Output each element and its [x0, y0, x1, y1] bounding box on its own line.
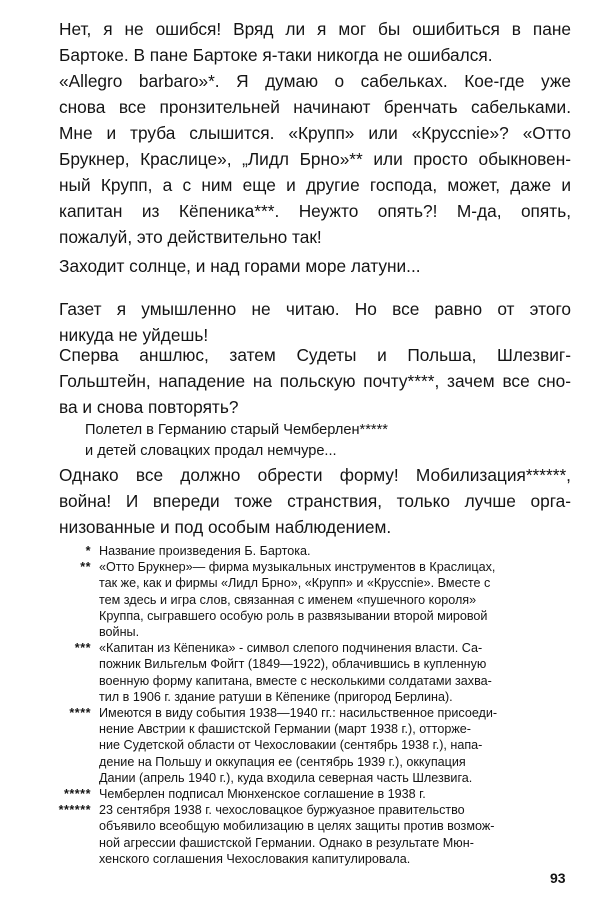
text-line: капитан из Кёпеника***. Неужто опять?! М-да, опять, — [59, 201, 571, 221]
footnote-4 — [31, 705, 576, 786]
paragraph-1 — [59, 16, 571, 68]
footnote-mark: * — [85, 544, 91, 558]
footnote-line: войны. — [99, 625, 140, 640]
footnote-2 — [31, 559, 576, 640]
text-line: никуда не уйдешь! — [59, 325, 209, 345]
text-line: Сперва аншлюс, затем Судеты и Польша, Шлезвиг- — [59, 345, 571, 365]
paragraph-4 — [59, 296, 571, 348]
paragraph-6 — [59, 462, 571, 540]
text-line: Гольштейн, нападение на польскую почту****, зачем все сно- — [59, 371, 571, 391]
text-line: Газет я умышленно не читаю. Но все равно от этого — [59, 299, 571, 319]
paragraph-2 — [59, 68, 571, 250]
text-line: пожалуй, это действительно так! — [59, 227, 322, 247]
footnote-line: пожник Вильгельм Фойгт (1849—1922), облачившись в купленную — [99, 657, 487, 672]
footnote-6 — [31, 802, 576, 867]
footnote-line: объявило всеобщую мобилизацию в целях защиты против возмож- — [99, 819, 495, 834]
footnote-line: хенского соглашения Чехословакия капитулировала. — [99, 851, 411, 866]
footnote-mark: ***** — [63, 787, 91, 802]
footnote-mark: ** — [80, 560, 91, 575]
text-line: Брукнер, Краслице», „Лидл Брно»** или просто обыкновен- — [59, 149, 571, 169]
text-line: ва и снова повторять? — [59, 397, 239, 417]
text-line: «Allegro barbaro»*. Я думаю о сабельках. Кое-где уже — [59, 71, 571, 91]
text-line: Заходит солнце, и над горами море латуни... — [59, 256, 421, 276]
footnote-1 — [31, 543, 576, 559]
poem-line: Полетел в Германию старый Чемберлен***** — [85, 422, 388, 438]
footnote-line: дение на Польшу и оккупация ее (сентябрь 1939 г.), оккупация — [99, 754, 466, 769]
footnote-line: «Отто Брукнер»— фирма музыкальных инструментов в Краслицах, — [99, 560, 496, 575]
footnote-line: так же, как и фирмы «Лидл Брно», «Крупп» и «Круссniе». Вместе с — [99, 576, 491, 591]
text-line: ный Крупп, а с ним еще и другие господа, может, даже и — [59, 175, 571, 195]
text-line: низованные и под особым наблюдением. — [59, 517, 392, 537]
paragraph-5 — [59, 342, 571, 420]
page-number: 93 — [550, 870, 566, 886]
footnote-line: Круппа, сыгравшего особую роль в развязывании второй мировой — [99, 608, 488, 623]
text-line: война! И впереди тоже странствия, только лучше орга- — [59, 491, 571, 511]
footnote-mark: ****** — [58, 803, 91, 818]
footnote-line: Название произведения Б. Бартока. — [99, 544, 311, 558]
footnote-line: военную форму капитана, вместе с несколькими солдатами захва- — [99, 673, 492, 688]
text-line: Мне и труба слышится. «Крупп» или «Круссniе»? «Отто — [59, 123, 571, 143]
poem-line: и детей словацких продал немчуре... — [85, 443, 337, 459]
footnote-line: «Капитан из Кёпеника» - символ слепого подчинения власти. Са- — [99, 641, 483, 656]
text-line: Однако все должно обрести форму! Мобилизация******, — [59, 465, 571, 485]
footnote-line: нение Австрии к фашистской Германии (март 1938 г.), отторже- — [99, 722, 471, 737]
footnote-5 — [31, 786, 576, 802]
poem-quote — [85, 420, 545, 462]
footnote-line: тем здесь и игра слов, связанная с именем «пушечного короля» — [99, 592, 477, 607]
text-line: снова все пронзительней начинают бренчать сабельками. — [59, 97, 571, 117]
paragraph-3 — [59, 253, 571, 279]
footnotes — [31, 543, 576, 867]
text-line: Нет, я не ошибся! Вряд ли я мог бы ошибиться в пане — [59, 19, 571, 39]
footnote-line: ной агрессии фашистской Германии. Однако в результате Мюн- — [99, 835, 474, 850]
footnote-line: 23 сентября 1938 г. чехословацкое буржуазное правительство — [99, 803, 465, 818]
text-line: Бартоке. В пане Бартоке я-таки никогда не ошибался. — [59, 45, 493, 65]
footnote-line: тил в 1906 г. здание ратуши в Кёпенике (пригород Берлина). — [99, 689, 453, 704]
footnote-line: ние Судетской области от Чехословакии (сентябрь 1938 г.), напа- — [99, 738, 483, 753]
footnote-3 — [31, 640, 576, 705]
footnote-mark: *** — [74, 641, 91, 656]
footnote-line: Чемберлен подписал Мюнхенское соглашение в 1938 г. — [99, 787, 426, 802]
footnote-line: Дании (апрель 1940 г.), куда входила северная часть Шлезвига. — [99, 770, 473, 785]
footnote-line: Имеются в виду события 1938—1940 гг.: насильственное присоеди- — [99, 706, 498, 721]
footnote-mark: **** — [69, 706, 91, 721]
